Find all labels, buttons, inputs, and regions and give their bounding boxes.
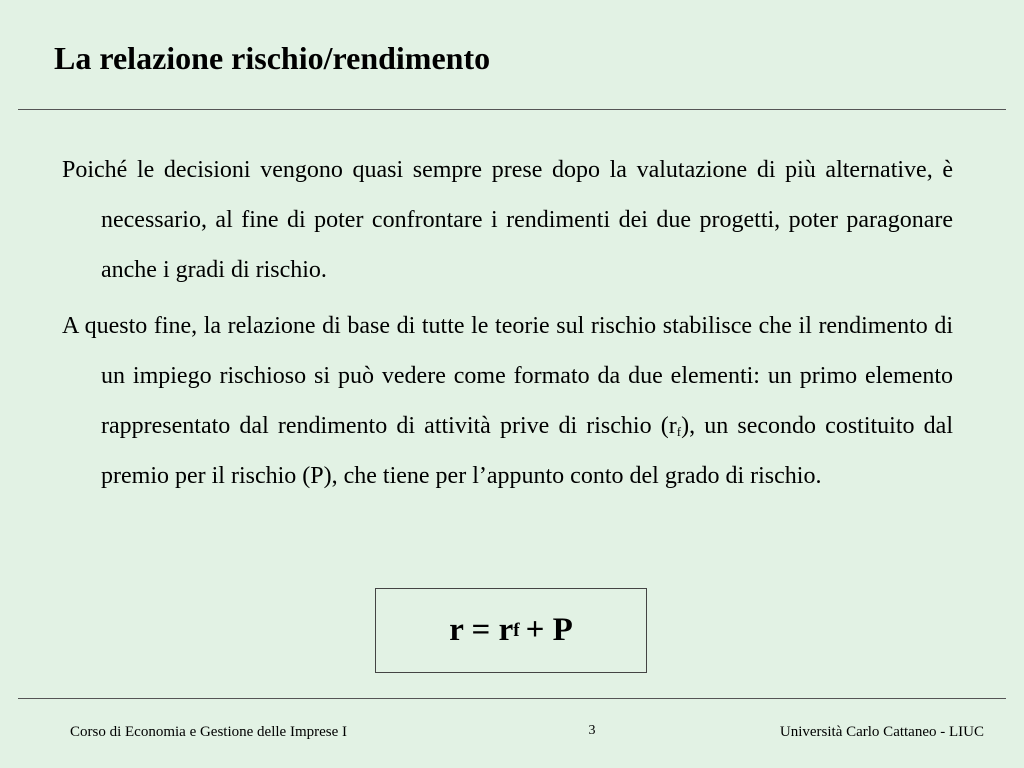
slide-body	[62, 145, 953, 507]
footer-course: Corso di Economia e Gestione delle Imprese I	[70, 724, 348, 740]
footer-institution: Università Carlo Cattaneo - LIUC	[779, 724, 984, 740]
risk-free-subscript: f	[676, 424, 682, 439]
slide-title: La relazione rischio/rendimento	[54, 40, 491, 76]
footer-divider	[18, 698, 1006, 699]
footer-page-number: 3	[588, 723, 596, 738]
formula-rhs: + P	[525, 612, 573, 648]
paragraph-decisions-text: Poiché le decisioni vengono quasi sempre prese dopo la valutazione di più alternative, è necessario, al fine di poter confrontare i rendimenti dei due progetti, poter paragonare anche i gradi di rischio.	[62, 157, 953, 283]
paragraph-decisions	[62, 145, 953, 295]
title-divider	[18, 109, 1006, 110]
paragraph-risk-text-start: A questo fine, la relazione di base di tutte le teorie sul rischio stabilisce che il rendimento di un impiego rischioso si può vedere come formato da due elementi: un primo elemento rappresentato dal rendimento di attività prive di rischio (r	[62, 313, 953, 439]
formula-box: r = r f + P	[375, 588, 647, 673]
formula-lhs: r = r	[449, 612, 514, 648]
paragraph-risk-text-end: ), un secondo costituito dal premio per il rischio (P), che tiene per l’appunto conto del grado di rischio.	[101, 413, 953, 489]
paragraph-risk-relation	[62, 301, 953, 501]
